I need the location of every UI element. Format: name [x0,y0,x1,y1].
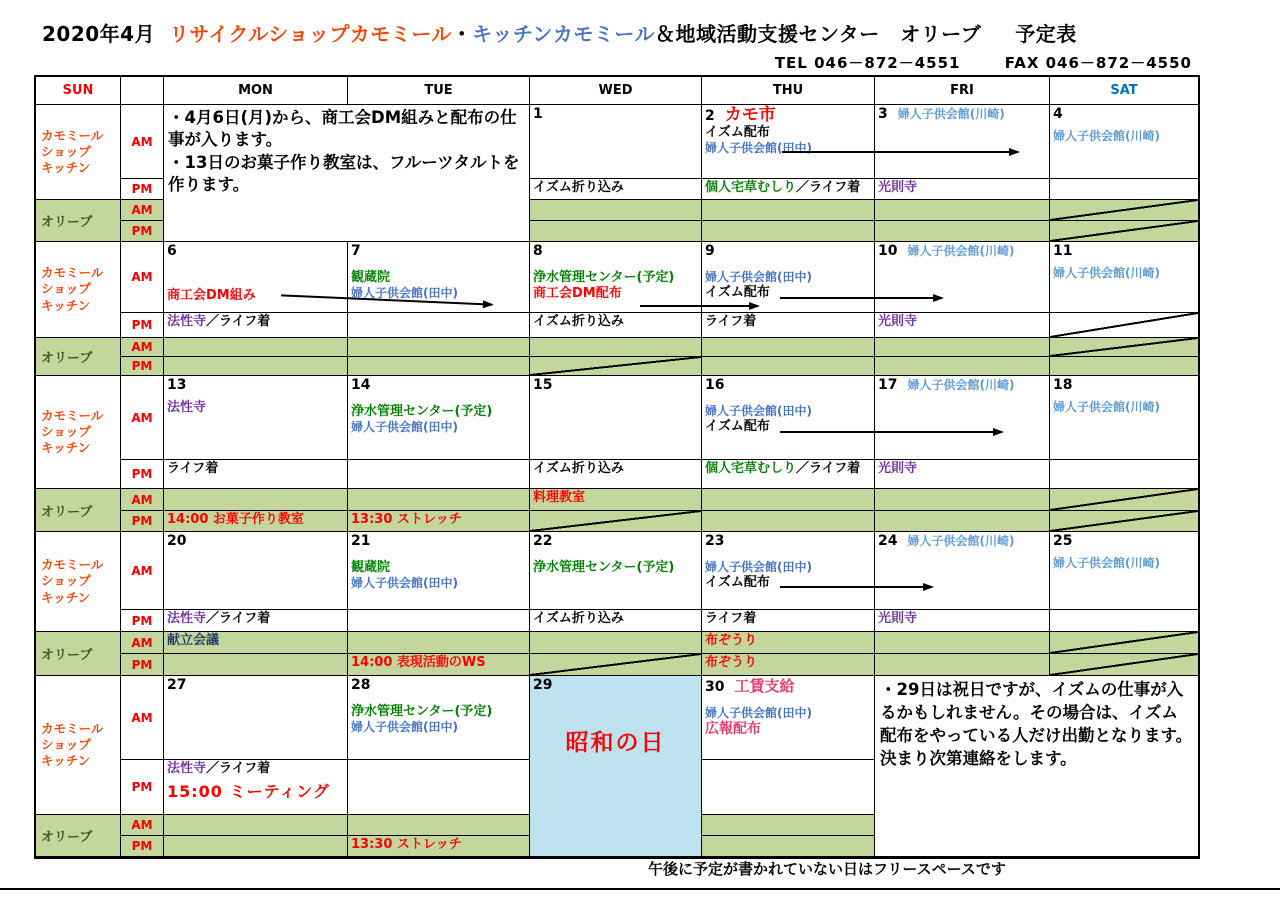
label-shop: ショップ [41,143,91,159]
day-cell-apr1-am [530,105,702,179]
date-number: 25 [1053,533,1073,549]
event: 婦人子供会館(田中) [351,719,458,734]
label-kitchen: キッチン [41,160,91,176]
date-number: 20 [167,533,187,549]
event: 観蔵院 [351,560,391,575]
ampm-label: AM [121,532,164,610]
event: 広報配布 [705,721,761,737]
date-number: 13 [167,377,187,393]
day-header-row [36,77,1198,105]
day-cell-apr13-pm [164,460,348,489]
olive-cell [875,511,1050,532]
ampm-label: PM [121,357,164,376]
event: ライフ着 [705,611,757,626]
date-number: 3 [878,106,888,122]
event: 14:00 表現活動のWS [351,655,486,670]
ampm-label: AM [121,489,164,511]
page-title [42,18,1077,47]
olive-cell [875,357,1050,376]
day-cell-apr15-pm [530,460,702,489]
day-cell-apr3-am [875,105,1050,179]
olive-cell [702,815,875,836]
title-kitchen: キッチンカモミール [472,22,655,46]
event: 光則寺 [878,461,918,476]
date-number: 2 [705,108,715,124]
olive-cell [875,338,1050,357]
day-cell-apr10-am [875,242,1050,313]
header-sat: SAT [1050,77,1198,105]
day-cell-apr3-pm [875,179,1050,200]
schedule-arrow [780,586,932,588]
olive-cell [164,511,348,532]
day-cell-apr20-pm [164,610,348,632]
olive-cell [875,489,1050,511]
ampm-label: PM [121,610,164,632]
event: ／ライフ着 [206,761,271,776]
olive-cell [702,632,875,654]
event: 光則寺 [878,180,918,195]
ampm-label: PM [121,460,164,489]
day-cell-apr10-pm [875,313,1050,338]
week-row-1 [36,105,1198,242]
day-cell-apr14-pm [348,460,530,489]
day-cell-apr24-pm [875,610,1050,632]
event: ／ライフ着 [796,461,861,476]
day-cell-apr28-pm [348,760,530,815]
olive-cell [702,654,875,676]
olive-cell [702,338,875,357]
ampm-label: AM [121,632,164,654]
event: 布ぞうり [705,633,758,648]
ampm-label: PM [121,511,164,532]
event: イズム折り込み [533,314,624,329]
title-year-month: 2020年4月 [42,22,156,46]
day-cell-apr24-am [875,532,1050,610]
day-cell-apr21-pm [348,610,530,632]
day-cell-apr25-am [1050,532,1198,610]
header-wed: WED [530,77,702,105]
event: 婦人子供会館(川崎) [907,244,1015,258]
ampm-label: AM [121,105,164,179]
day-cell-apr23-am [702,532,875,610]
date-number: 18 [1053,377,1073,393]
date-number: 11 [1053,243,1073,259]
event: 浄水管理センター(予定) [351,404,493,419]
header-mon: MON [164,77,348,105]
schedule-arrow [640,305,758,307]
week1-note [164,105,530,242]
day-cell-apr15-am [530,376,702,460]
week-row-2 [36,242,1198,376]
ampm-label: PM [121,760,164,815]
date-number: 15 [533,377,553,393]
date-number: 4 [1053,106,1063,122]
footer-note: 午後に予定が書かれていない日はフリースペースです [648,860,1006,878]
ampm-label: AM [121,338,164,357]
ampm-label: AM [121,676,164,760]
olive-cell [164,815,348,836]
ampm-label: AM [121,815,164,836]
olive-cell [702,200,875,221]
date-number: 22 [533,533,553,549]
date-number: 14 [351,377,371,393]
event: ／ライフ着 [206,314,271,329]
day-cell-apr30-am [702,676,875,760]
event: イズム折り込み [533,611,624,626]
event: 工賃支給 [734,677,795,695]
day-cell-apr21-am [348,532,530,610]
event: 婦人子供会館(川崎) [1053,400,1160,414]
event: イズム折り込み [533,180,624,195]
olive-cell [875,632,1050,654]
tel-number: TEL 046－872－4551 [774,54,961,72]
olive-cell [164,357,348,376]
week-row-5 [36,676,1198,857]
week5-note [875,676,1198,857]
day-cell-apr18-am [1050,376,1198,460]
olive-cell [530,221,702,242]
olive-cell [164,654,348,676]
note-line: 決まり次第連絡をします。 [880,749,1077,769]
olive-cell [530,489,702,511]
title-recycle-shop: リサイクルショップカモミール [169,22,452,46]
date-number: 17 [878,377,898,393]
event: 光則寺 [878,314,918,329]
date-number: 16 [705,377,725,393]
row-label-kamomiru: カモミール ショップ キッチン [36,376,121,489]
olive-cell [348,489,530,511]
date-number: 30 [705,679,725,695]
olive-cell [164,338,348,357]
event: 観蔵院 [351,270,391,285]
olive-cell [875,200,1050,221]
schedule-arrow [782,151,1018,153]
event: 婦人子供会館(川崎) [897,107,1005,121]
day-cell-apr18-pm [1050,460,1198,489]
day-cell-apr2-pm [702,179,875,200]
date-number: 27 [167,677,187,693]
contact-info [737,52,1192,73]
date-number: 1 [533,106,543,122]
ampm-label: AM [121,200,164,221]
date-number: 9 [705,243,715,259]
title-center: ＆地域活動支援センター オリーブ [655,22,982,46]
event: イズム配布 [705,419,770,434]
event: イズム配布 [705,575,770,590]
day-cell-apr9-am [702,242,875,313]
olive-cell [875,221,1050,242]
header-thu: THU [702,77,875,105]
event: 13:30 ストレッチ [351,512,462,527]
event: 婦人子供会館(川崎) [1053,556,1160,570]
event: 婦人子供会館(田中) [705,560,812,574]
event: 13:30 ストレッチ [351,837,462,852]
note-line: ・29日は祝日ですが、イズムの仕事が入るかもしれません。その場合は、イズム配布をやっている人だけ出勤となります。 [880,680,1193,746]
day-cell-apr16-am [702,376,875,460]
week-row-3 [36,376,1198,532]
row-label-olive: オリーブ [36,338,121,376]
day-cell-apr30-pm [702,760,875,815]
row-label-olive: オリーブ [36,200,121,242]
day-cell-apr8-am [530,242,702,313]
header-sun: SUN [36,77,121,105]
label-kamomiru: カモミール [41,127,104,143]
date-number: 23 [705,533,725,549]
olive-cell [875,654,1050,676]
event: 婦人子供会館(川崎) [907,534,1015,548]
day-cell-apr4-pm [1050,179,1198,200]
day-cell-apr27-am [164,676,348,760]
day-cell-apr6-am [164,242,348,313]
olive-cell [348,632,530,654]
event: 婦人子供会館(田中) [705,404,812,418]
event: 法性寺 [167,611,207,626]
day-cell-apr13-am [164,376,348,460]
event: 婦人子供会館(田中) [705,706,812,720]
day-cell-apr17-pm [875,460,1050,489]
event: 個人宅草むしり [705,461,797,476]
event: 料理教室 [533,490,586,505]
event: ライフ着 [705,314,757,329]
olive-cell [702,489,875,511]
day-cell-apr14-am [348,376,530,460]
day-cell-apr16-pm [702,460,875,489]
event: ／ライフ着 [206,611,271,626]
olive-cell-closed [1050,489,1198,511]
row-label-kamomiru [36,105,121,200]
event: 商工会DM配布 [533,285,622,301]
event: 個人宅草むしり [705,180,797,195]
event: 14:00 お菓子作り教室 [167,512,304,527]
date-number: 6 [167,243,177,259]
fax-number: FAX 046－872－4550 [1004,54,1192,72]
event: ／ライフ着 [796,180,861,195]
olive-cell [164,489,348,511]
calendar-table [34,75,1200,859]
note-line: ・4月6日(月)から、商工会DM組みと配布の仕事が入ります。 [168,108,517,150]
olive-cell-closed [530,357,702,376]
olive-cell [702,221,875,242]
day-cell-apr22-pm [530,610,702,632]
olive-cell [702,836,875,857]
day-cell-apr8-pm [530,313,702,338]
olive-cell [348,338,530,357]
olive-cell-closed [530,511,702,532]
olive-cell-closed [1050,200,1198,221]
day-cell-apr29-holiday [530,676,702,857]
ampm-label: PM [121,221,164,242]
day-cell-apr9-pm [702,313,875,338]
olive-cell [348,836,530,857]
ampm-label: PM [121,836,164,857]
event: 婦人子供会館(田中) [351,285,458,300]
page-bottom-rule [0,888,1280,890]
event-meeting: 15:00 ミーティング [167,781,330,801]
ampm-label: AM [121,376,164,460]
event: 婦人子供会館(川崎) [907,378,1015,392]
event: 婦人子供会館(田中) [351,575,458,590]
event: 布ぞうり [705,655,758,670]
event: イズム配布 [705,125,770,140]
day-cell-apr20-am [164,532,348,610]
event: 法性寺 [167,400,207,415]
date-number: 24 [878,533,898,549]
event: イズム折り込み [533,461,624,476]
day-cell-apr6-pm [164,313,348,338]
day-cell-apr11-pm [1050,313,1198,338]
title-suffix: 予定表 [1015,22,1077,46]
date-number: 10 [878,243,898,259]
header-tue: TUE [348,77,530,105]
olive-cell-closed [1050,338,1198,357]
day-cell-apr7-pm [348,313,530,338]
holiday-name: 昭和の日 [565,730,666,756]
row-label-kamomiru: カモミール ショップ キッチン [36,242,121,338]
olive-cell [702,357,875,376]
event-kamoichi: カモ市 [724,105,776,125]
olive-cell [530,632,702,654]
olive-cell-closed [530,654,702,676]
olive-cell-closed [1050,511,1198,532]
row-label-olive: オリーブ [36,632,121,676]
row-label-olive: オリーブ [36,815,121,857]
date-number: 8 [533,243,543,259]
day-cell-apr11-am [1050,242,1198,313]
event: 法性寺 [167,314,207,329]
date-number: 7 [351,243,361,259]
olive-cell [702,511,875,532]
row-label-kamomiru: カモミール ショップ キッチン [36,532,121,632]
day-cell-apr17-am [875,376,1050,460]
olive-cell [1050,357,1198,376]
title-dot: ・ [451,22,473,46]
olive-cell [348,357,530,376]
day-cell-apr1-pm [530,179,702,200]
day-cell-apr22-am [530,532,702,610]
olive-cell-closed [1050,221,1198,242]
day-cell-apr23-pm [702,610,875,632]
ampm-label: PM [121,654,164,676]
olive-cell [530,200,702,221]
header-ampm-spacer [121,77,164,105]
olive-cell [348,815,530,836]
event: 浄水管理センター(予定) [533,270,675,285]
event: 献立会議 [167,633,220,648]
event: 婦人子供会館(田中) [705,270,812,284]
ampm-label: PM [121,179,164,200]
olive-cell-closed [1050,654,1198,676]
header-fri: FRI [875,77,1050,105]
date-number: 28 [351,677,371,693]
event: 法性寺 [167,761,207,776]
olive-cell [348,654,530,676]
day-cell-apr27-pm [164,760,348,815]
event: 浄水管理センター(予定) [533,560,675,575]
ampm-label: PM [121,313,164,338]
day-cell-apr4-am [1050,105,1198,179]
row-label-olive: オリーブ [36,489,121,532]
event: 婦人子供会館(田中) [351,419,458,434]
row-label-kamomiru: カモミール ショップ キッチン [36,676,121,815]
date-number: 29 [533,677,553,693]
ampm-label: AM [121,242,164,313]
event: 婦人子供会館(田中) [705,140,812,155]
event: 婦人子供会館(川崎) [1053,266,1160,280]
event: ライフ着 [167,461,219,476]
day-cell-apr28-am [348,676,530,760]
day-cell-apr2-am [702,105,875,179]
event: 浄水管理センター(予定) [351,704,493,719]
schedule-arrow [780,297,942,299]
date-number: 21 [351,533,371,549]
week-row-4 [36,532,1198,676]
olive-cell-closed [1050,632,1198,654]
event: 婦人子供会館(川崎) [1053,129,1160,143]
day-cell-apr25-pm [1050,610,1198,632]
olive-cell [164,836,348,857]
olive-cell [530,338,702,357]
note-line: ・13日のお菓子作り教室は、フルーツタルトを作ります。 [168,152,520,194]
event: 商工会DM組み [167,288,256,303]
olive-cell [348,511,530,532]
event: 光則寺 [878,611,918,626]
event: イズム配布 [705,285,770,300]
schedule-arrow [780,431,1002,433]
olive-cell [164,632,348,654]
